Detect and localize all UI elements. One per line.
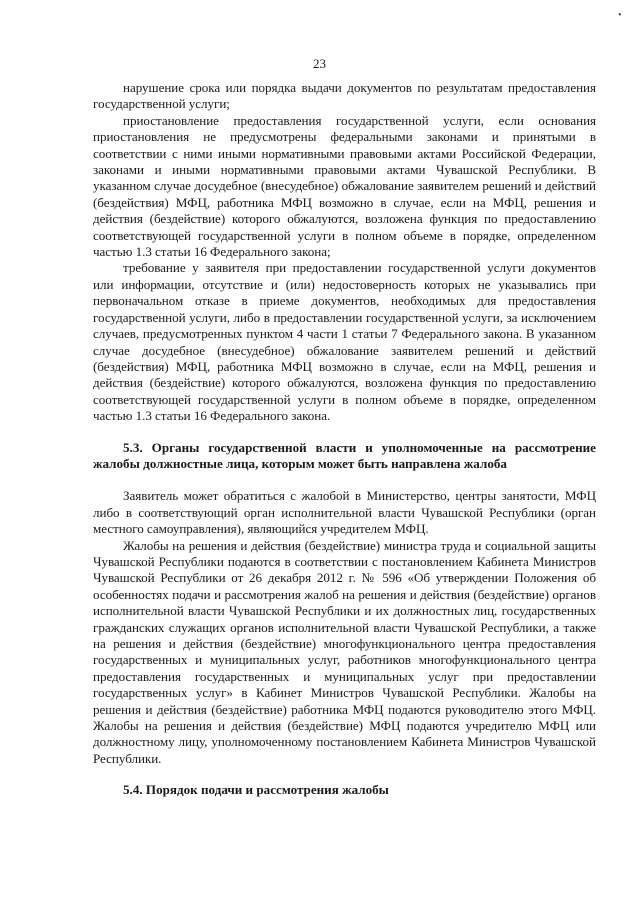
section-heading-5-4: 5.4. Порядок подачи и рассмотрения жалобы xyxy=(123,782,389,798)
corner-mark: • xyxy=(618,10,622,21)
paragraph-suspension: приостановление предоставления государственной услуги, если основания приостановления не предусмотрены федеральными законами и принятыми в соответствии с ними иными нормативными правовыми актами Российской Федерации, законами и иными нормативными правовыми актами Чувашской Республики. В указанном случае досудебное (внесудебное) обжалование заявителем решений и действий (бездействия) МФЦ, работника МФЦ возможно в случае, если на МФЦ, решения и действия (бездействие) которого обжалуются, возложена функция по предоставлению соответствующей государственной услуги в полном объеме в порядке, определенном частью 1.3 статьи 16 Федерального закона; xyxy=(93,112,596,260)
section-heading-5-3: 5.3. Органы государственной власти и уполномоченные на рассмотрение жалобы должностные лица, которым может быть направлена жалоба xyxy=(93,439,596,471)
paragraph-complaint-recipients: Заявитель может обратиться с жалобой в Министерство, центры занятости, МФЦ либо в соответствующий орган исполнительной власти Чувашской Республики (орган местного самоуправления), являющийся учредителем МФЦ. xyxy=(93,488,596,537)
paragraph-complaint-procedure: Жалобы на решения и действия (бездействие) министра труда и социальной защиты Чувашской Республики подаются в соответствии с постановлением Кабинета Министров Чувашской Республики от 26 декабря 2012 г. № 596 «Об утверждении Положения об особенностях подачи и рассмотрения жалоб на решения и действия (бездействие) органов исполнительной власти Чувашской Республики и их должностных лиц, государственных гражданских служащих органов исполнительной власти Чувашской Республики, а также на решения и действия (бездействие) многофункционального центра предоставления государственных и муниципальных услуг, работников многофункционального центра предоставления государственных и муниципальных услуг при предоставлении государственных услуг» в Кабинет Министров Чувашской Республики. Жалобы на решения и действия (бездействие) работника МФЦ подаются руководителю этого МФЦ. Жалобы на решения и действия (бездействие) МФЦ подаются учредителю МФЦ или должностному лицу, уполномоченному постановлением Кабинета Министров Чувашской Республики. xyxy=(93,537,596,766)
paragraph-document-requirement: требование у заявителя при предоставлении государственной услуги документов или информации, отсутствие и (или) недостоверность которых не указывались при первоначальном отказе в приеме документов, необходимых для предоставления государственной услуги, либо в предоставлении государственной услуги, за исключением случаев, предусмотренных пунктом 4 части 1 статьи 7 Федерального закона. В указанном случае досудебное (внесудебное) обжалование заявителем решений и действий (бездействия) МФЦ, работника МФЦ возможно в случае, если на МФЦ, решения и действия (бездействие) которого обжалуются, возложена функция по предоставлению соответствующей государственной услуги в полном объеме в порядке, определенном частью 1.3 статьи 16 Федерального закона. xyxy=(93,260,596,424)
paragraph-late-issuance: нарушение срока или порядка выдачи документов по результатам предоставления государственной услуги; xyxy=(93,80,596,112)
page-number: 23 xyxy=(313,56,326,71)
document-body xyxy=(93,80,596,799)
